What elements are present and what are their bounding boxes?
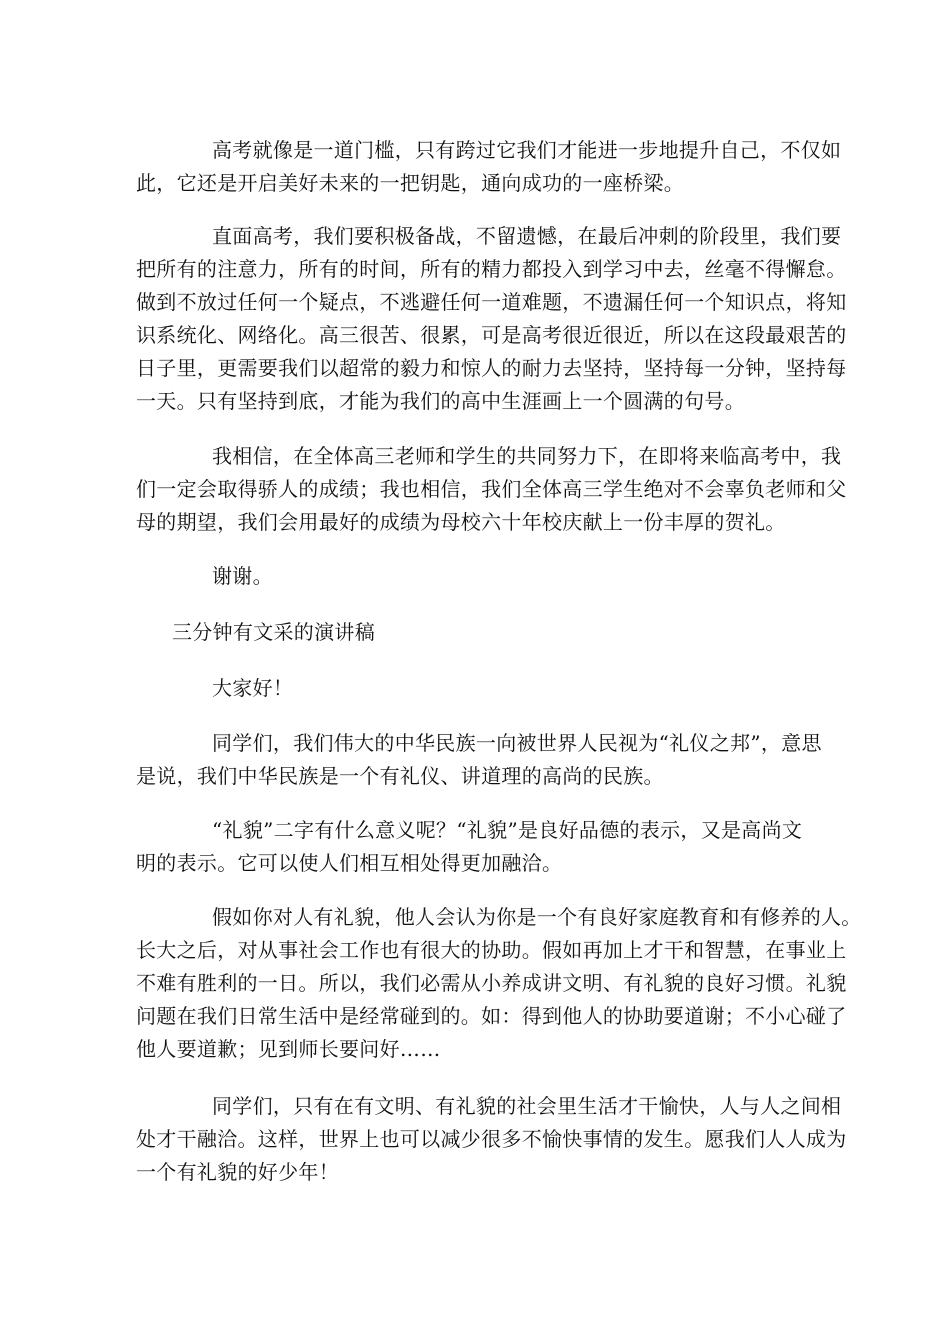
paragraph-line: 识系统化、网络化。高三很苦、很累，可是高考很近很近，所以在这段最艰苦的 [136, 323, 847, 347]
paragraph-line: 一天。只有坚持到底，才能为我们的高中生涯画上一个圆满的句号。 [136, 389, 745, 413]
paragraph-line: 我相信，在全体高三老师和学生的共同努力下，在即将来临高考中，我 [212, 444, 842, 468]
paragraph-line: 谢谢。 [212, 564, 273, 588]
paragraph-face-gaokao [136, 220, 847, 418]
paragraph-line: 同学们，我们伟大的中华民族一向被世界人民视为“礼仪之邦”，意思 [212, 731, 822, 755]
paragraph-line: 日子里，更需要我们以超常的毅力和惊人的耐力去坚持，坚持每一分钟，坚持每 [136, 356, 847, 380]
paragraph-gaokao-threshold [136, 134, 842, 200]
paragraph-line: 一个有礼貌的好少年！ [136, 1160, 339, 1184]
paragraph-i-believe [136, 440, 847, 539]
paragraph-line: 明的表示。它可以使人们相互相处得更加融洽。 [136, 851, 563, 875]
paragraph-line: 高考就像是一道门槛，只有跨过它我们才能进一步地提升自己，不仅如 [212, 138, 842, 162]
paragraph-line: 不难有胜利的一日。所以，我们必需从小养成讲文明、有礼貌的良好习惯。礼貌 [136, 971, 847, 995]
paragraph-line: 此，它还是开启美好未来的一把钥匙，通向成功的一座桥梁。 [136, 171, 685, 195]
paragraph-line: 同学们，只有在有文明、有礼貌的社会里生活才干愉快，人与人之间相 [212, 1094, 842, 1118]
section-title: 三分钟有文采的演讲稿 [172, 620, 375, 644]
paragraph-greeting [136, 672, 816, 705]
paragraph-line: “礼貌”二字有什么意义呢？“礼貌”是良好品德的表示，又是高尚文 [212, 818, 803, 842]
paragraph-thanks [136, 560, 816, 593]
paragraph-etiquette-nation [136, 727, 822, 793]
paragraph-line: 把所有的注意力，所有的时间，所有的精力都投入到学习中去，丝毫不得懈怠。 [136, 257, 847, 281]
paragraph-closing [136, 1090, 847, 1189]
paragraph-line: 是说，我们中华民族是一个有礼仪、讲道理的高尚的民族。 [136, 764, 664, 788]
paragraph-line: 假如你对人有礼貌，他人会认为你是一个有良好家庭教育和有修养的人。 [212, 905, 862, 929]
paragraph-line: 问题在我们日常生活中是经常碰到的。如：得到他人的协助要道谢；不小心碰了 [136, 1004, 847, 1028]
paragraph-line: 长大之后，对从事社会工作也有很大的协助。假如再加上才干和智慧，在事业上 [136, 938, 847, 962]
paragraph-line: 母的期望，我们会用最好的成绩为母校六十年校庆献上一份丰厚的贺礼。 [136, 510, 786, 534]
paragraph-polite-habits [136, 901, 862, 1066]
paragraph-line: 处才干融洽。这样，世界上也可以减少很多不愉快事情的发生。愿我们人人成为 [136, 1127, 847, 1151]
paragraph-politeness-meaning [136, 814, 816, 880]
paragraph-line: 们一定会取得骄人的成绩；我也相信，我们全体高三学生绝对不会辜负老师和父 [136, 477, 847, 501]
paragraph-line: 做到不放过任何一个疑点，不逃避任何一道难题，不遗漏任何一个知识点，将知 [136, 290, 847, 314]
paragraph-line: 直面高考，我们要积极备战，不留遗憾，在最后冲刺的阶段里，我们要 [212, 224, 842, 248]
paragraph-line: 他人要道歉；见到师长要问好…… [136, 1037, 441, 1061]
paragraph-line: 大家好！ [212, 676, 294, 700]
